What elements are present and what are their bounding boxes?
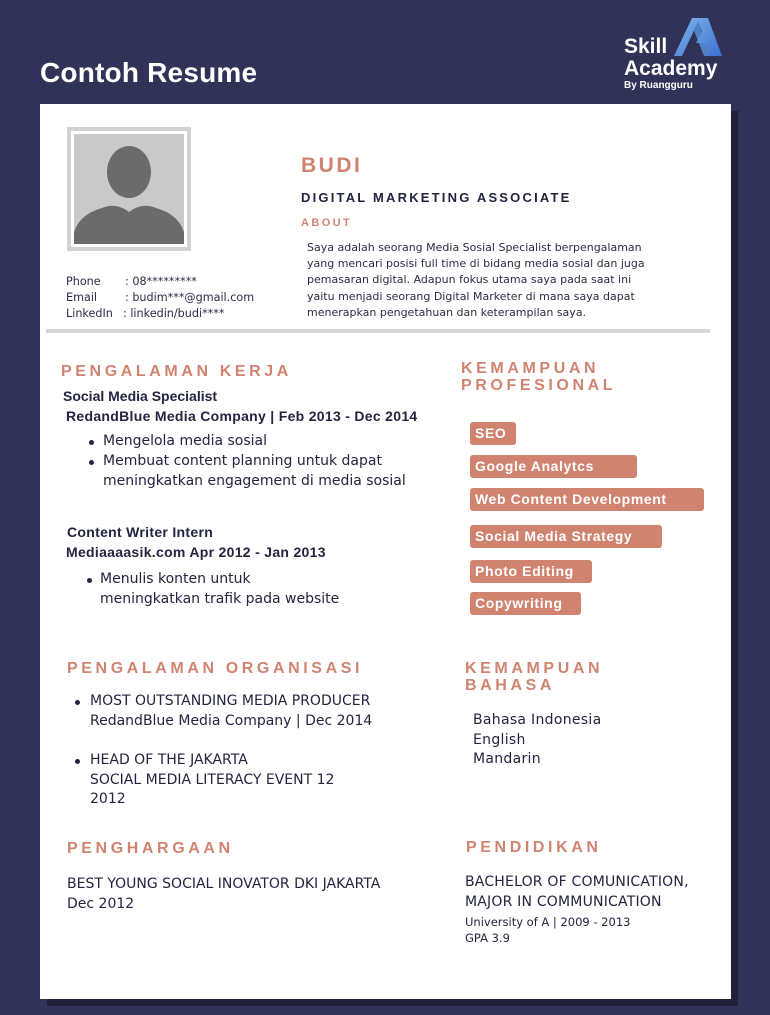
header-divider bbox=[46, 329, 710, 333]
language-item: Mandarin bbox=[473, 751, 541, 767]
skill-academy-logo bbox=[622, 18, 734, 92]
job-bullet: Membuat content planning untuk dapat meningkatkan engagement di media sosial bbox=[103, 453, 406, 489]
logo-academy-text: Academy bbox=[624, 57, 718, 80]
skills-heading: KEMAMPUAN PROFESIONAL bbox=[461, 360, 617, 394]
resume-page bbox=[40, 104, 731, 999]
job-bullet: Menulis konten untuk meningkatkan trafik pada website bbox=[100, 571, 340, 607]
experience-heading: PENGALAMAN KERJA bbox=[61, 363, 292, 380]
bullet-dot bbox=[89, 440, 94, 445]
contact-info bbox=[66, 274, 254, 322]
candidate-role: DIGITAL MARKETING ASSOCIATE bbox=[301, 190, 572, 205]
organization-item: HEAD OF THE JAKARTA SOCIAL MEDIA LITERACY EVENT 12 2012 bbox=[90, 752, 335, 807]
job-bullet: Mengelola media sosial bbox=[103, 433, 268, 449]
organization-item: MOST OUTSTANDING MEDIA PRODUCER RedandBlue Media Company | Dec 2014 bbox=[90, 693, 373, 729]
language-item: English bbox=[473, 731, 526, 748]
skill-tag: Google Analytcs bbox=[470, 455, 637, 478]
bullet-dot bbox=[87, 578, 92, 583]
award-item: BEST YOUNG SOCIAL INOVATOR DKI JAKARTA Dec 2012 bbox=[67, 876, 381, 912]
about-text: Saya adalah seorang Media Sosial Specialist berpengalaman yang mencari posisi full time di bidang media sosial dan juga pemasaran digital. Adapun fokus utama saya pada saat ini yaitu menjadi seorang Digital Marketer di mana saya dapat menerapkan pengetahuan dan keterampilan saya. bbox=[307, 241, 645, 319]
skill-tag: Web Content Development bbox=[470, 488, 704, 511]
logo-mark-icon bbox=[674, 18, 724, 58]
education-details: University of A | 2009 - 2013 GPA 3.9 bbox=[465, 915, 631, 945]
candidate-name: BUDI bbox=[301, 154, 363, 177]
education-degree: BACHELOR OF COMUNICATION, MAJOR IN COMMUNICATION bbox=[465, 874, 689, 910]
bullet-dot bbox=[75, 700, 80, 705]
languages-heading: KEMAMPUAN BAHASA bbox=[465, 660, 604, 694]
about-heading: ABOUT bbox=[301, 217, 353, 229]
logo-skill-text: Skill bbox=[624, 35, 668, 58]
contact-phone: Phone : 08********* bbox=[66, 275, 197, 288]
job-title: Content Writer Intern bbox=[67, 524, 214, 540]
skill-tag: Social Media Strategy bbox=[470, 525, 662, 548]
job-company: Mediaaaasik.com Apr 2012 - Jan 2013 bbox=[66, 544, 326, 560]
profile-photo bbox=[67, 127, 191, 251]
logo-byline: By Ruangguru bbox=[624, 80, 693, 91]
language-item: Bahasa Indonesia bbox=[473, 712, 602, 728]
organization-heading: PENGALAMAN ORGANISASI bbox=[67, 660, 364, 677]
skill-tag: Copywriting bbox=[470, 592, 581, 615]
bullet-dot bbox=[75, 759, 80, 764]
page-title: Contoh Resume bbox=[40, 57, 258, 88]
skill-tag: SEO bbox=[470, 422, 516, 445]
skill-tag: Photo Editing bbox=[470, 560, 592, 583]
contact-linkedin: LinkedIn : linkedin/budi**** bbox=[66, 307, 225, 320]
bullet-dot bbox=[89, 460, 94, 465]
awards-heading: PENGHARGAAN bbox=[67, 840, 234, 857]
job-company: RedandBlue Media Company | Feb 2013 - Dec 2014 bbox=[66, 408, 418, 424]
person-placeholder-icon bbox=[74, 134, 184, 244]
job-title: Social Media Specialist bbox=[63, 388, 218, 404]
contact-email: Email : budim***@gmail.com bbox=[66, 291, 255, 304]
languages-list bbox=[473, 711, 601, 770]
education-heading: PENDIDIKAN bbox=[466, 839, 602, 856]
